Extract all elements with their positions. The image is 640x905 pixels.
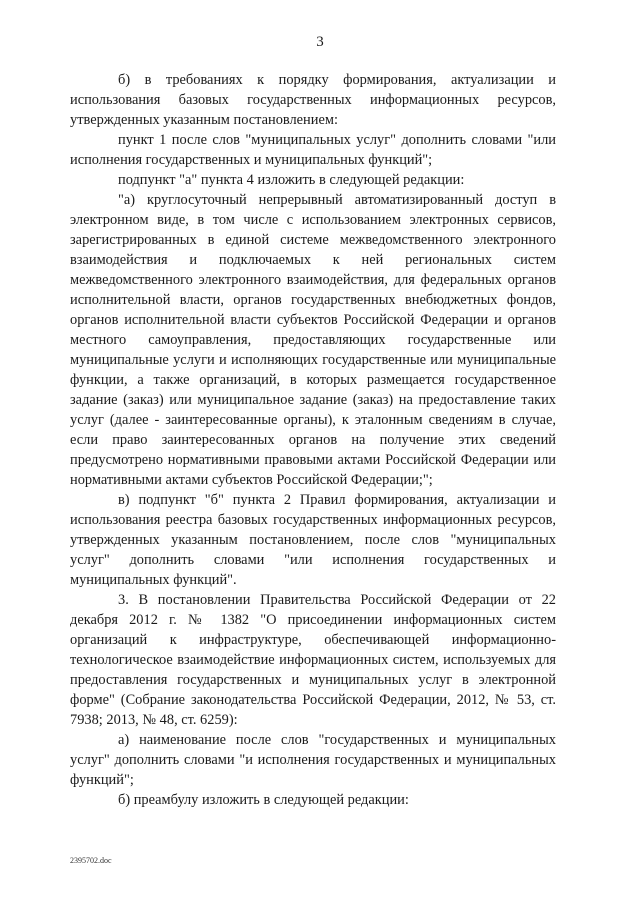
paragraph-subitem-a-text: "а) круглосуточный непрерывный автоматизированный доступ в электронном виде, в том числе с использованием электронных сервисов, зарегистрированных в единой системе межведомственного электронного взаимодействия и подключаемых к ней региональных систем межведомственного электронного взаимодействия, для федеральных органов исполнительной власти, органов государственных внебюджетных фондов, органов исполнительной власти субъектов Российской Федерации и органов местного самоуправления, предоставляющих государственные или муниципальные услуги и исполняющих государственные или муниципальные функции, а также организаций, в которых размещается государственное задание (заказ) или муниципальное задание (заказ) на предоставление таких услуг (далее - заинтересованные органы), к эталонным сведениям в случае, если право заинтересованных органов на получение этих сведений предусмотрено нормативными правовыми актами Российской Федерации или нормативными актами субъектов Российской Федерации;";: [70, 192, 556, 488]
paragraph-item-1: пункт 1 после слов "муниципальных услуг" дополнить словами "или исполнения государственных и муниципальных функций";: [70, 132, 556, 168]
page-number: 3: [316, 34, 324, 50]
paragraph-b-requirements: б) в требованиях к порядку формирования, актуализации и использования базовых государственных информационных ресурсов, утвержденных указанным постановлением:: [70, 72, 556, 128]
paragraph-b-preamble: б) преамбулу изложить в следующей редакции:: [118, 792, 409, 808]
document-footer-filename: 2395702.doc: [70, 856, 112, 865]
paragraph-a-title: а) наименование после слов "государственных и муниципальных услуг" дополнить словами "и исполнения государственных и муниципальных функций";: [70, 732, 556, 788]
paragraph-subitem-a-intro: подпункт "а" пункта 4 изложить в следующей редакции:: [118, 172, 465, 188]
document-body: [70, 70, 556, 810]
paragraph-v-rules: в) подпункт "б" пункта 2 Правил формирования, актуализации и использования реестра базовых государственных информационных ресурсов, утвержденных указанным постановлением, после слов "муниципальных услуг" дополнить словами "или исполнения государственных и муниципальных функций".: [70, 492, 556, 588]
paragraph-section-3: 3. В постановлении Правительства Российской Федерации от 22 декабря 2012 г. № 1382 "О присоединении информационных систем организаций к инфраструктуре, обеспечивающей информационно-технологическое взаимодействие информационных систем, используемых для предоставления государственных и муниципальных услуг в электронной форме" (Собрание законодательства Российской Федерации, 2012, № 53, ст. 7938; 2013, № 48, ст. 6259):: [70, 592, 556, 728]
